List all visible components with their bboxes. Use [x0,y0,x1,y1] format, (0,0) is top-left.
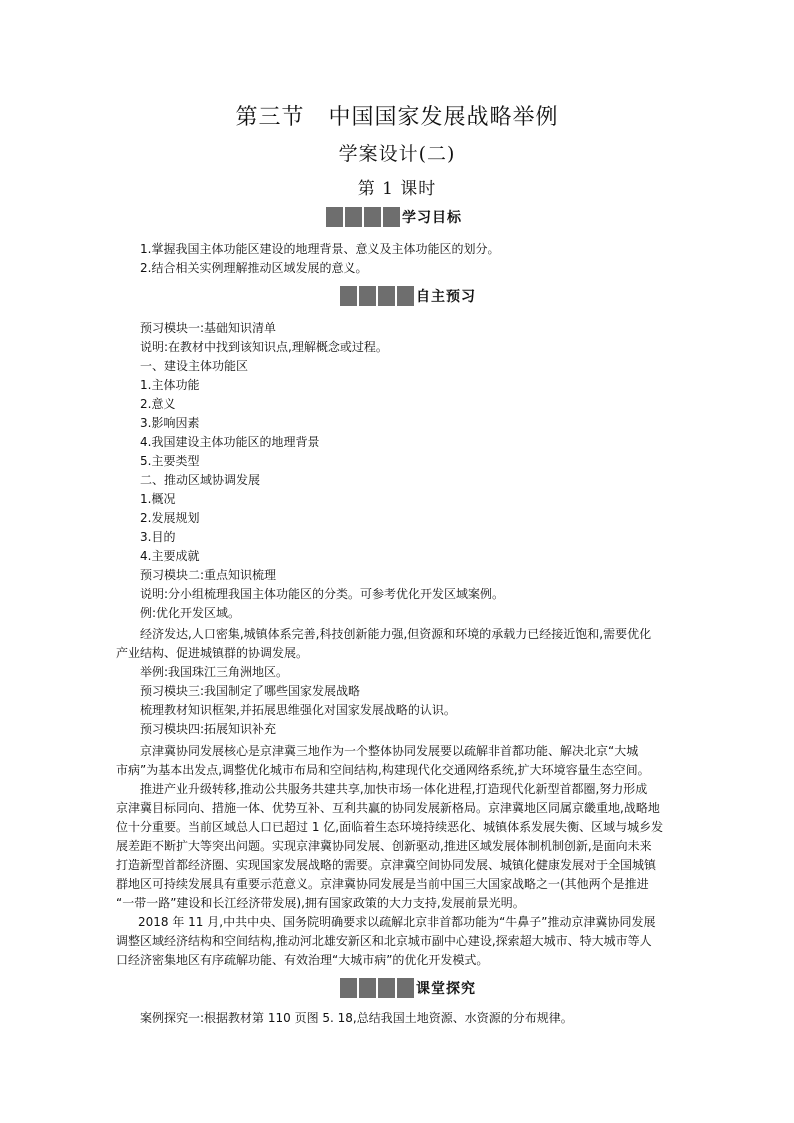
paragraph-line: 2018 年 11 月,中共中央、国务院明确要求以疏解北京非首都功能为“牛鼻子”推动京津冀协同发展 [138,915,656,929]
paragraph-line: 口经济密集地区有序疏解功能、有效治理“大城市病”的优化开发模式。 [116,953,489,967]
paragraph-line: 展差距不断扩大等突出问题。实现京津冀协同发展、创新驱动,推进区域发展体制机制创新,是面向未来 [116,839,652,853]
module-title: 预习模块二:重点知识梳理 [140,568,277,582]
module-note: 说明:在教材中找到该知识点,理解概念或过程。 [140,340,388,354]
list-item: 4.我国建设主体功能区的地理背景 [140,435,320,449]
section-heading-objectives [326,206,462,228]
module-note: 梳理教材知识框架,并拓展思维强化对国家发展战略的认识。 [140,703,456,717]
paragraph-line: 产业结构、促进城镇群的协调发展。 [116,646,309,660]
objective-item: 1.掌握我国主体功能区建设的地理背景、意义及主体功能区的划分。 [140,242,500,256]
part-title: 二、推动区域协调发展 [140,473,261,487]
paragraph-line: 京津冀协同发展核心是京津冀三地作为一个整体协同发展要以疏解非首都功能、解决北京“大城 [140,744,639,758]
paragraph-line: 京津冀目标同向、措施一体、优势互补、互利共赢的协同发展新格局。京津冀地区同属京畿重地,战略地 [116,801,660,815]
section-heading-preview [340,285,476,307]
list-item: 1.主体功能 [140,378,200,392]
heading-blocks-icon [326,207,400,227]
case-study-item: 案例探究一:根据教材第 110 页图 5. 18,总结我国土地资源、水资源的分布规律。 [140,1011,573,1025]
section-number: 第三节 [235,105,305,130]
section-label: 课堂探究 [416,981,476,997]
paragraph-line: 调整区域经济结构和空间结构,推动河北雄安新区和北京城市副中心建设,探索超大城市、特大城市等人 [116,934,652,948]
example-region: 举例:我国珠江三角洲地区。 [140,665,289,679]
module-title: 预习模块一:基础知识清单 [140,321,277,335]
paragraph-line: 市病”为基本出发点,调整优化城市布局和空间结构,构建现代化交通网络系统,扩大环境容量生态空间。 [116,763,650,777]
section-label: 自主预习 [416,289,476,305]
list-item: 5.主要类型 [140,454,200,468]
module-title: 预习模块四:拓展知识补充 [140,722,277,736]
heading-blocks-icon [340,978,414,998]
page-title [0,100,794,131]
paragraph-line: 推进产业升级转移,推动公共服务共建共享,加快市场一体化进程,打造现代化新型首都圈,努力形成 [140,782,648,796]
page-subtitle: 学案设计(二) [338,143,456,165]
list-item: 2.意义 [140,397,176,411]
list-item: 3.影响因素 [140,416,200,430]
paragraph-line: 群地区可持续发展具有重要示范意义。京津冀协同发展是当前中国三大国家战略之一(其他两个是推进 [116,877,649,891]
paragraph-line: “一带一路”建设和长江经济带发展),拥有国家政策的大力支持,发展前景光明。 [116,896,525,910]
module-note: 说明:分小组梳理我国主体功能区的分类。可参考优化开发区域案例。 [140,587,505,601]
paragraph-line: 位十分重要。当前区域总人口已超过 1 亿,面临着生态环境持续恶化、城镇体系发展失衡、区域与城乡发 [116,820,664,834]
part-title: 一、建设主体功能区 [140,359,249,373]
lesson-label: 第 1 课时 [357,179,437,199]
list-item: 3.目的 [140,530,176,544]
heading-blocks-icon [340,286,414,306]
paragraph-line: 经济发达,人口密集,城镇体系完善,科技创新能力强,但资源和环境的承载力已经接近饱和,需要优化 [140,627,652,641]
section-label: 学习目标 [402,210,462,226]
paragraph-line: 打造新型首都经济圈、实现国家发展战略的需要。京津冀空间协同发展、城镇化健康发展对于全国城镇 [116,858,657,872]
objective-item: 2.结合相关实例理解推动区域发展的意义。 [140,261,368,275]
module-title: 预习模块三:我国制定了哪些国家发展战略 [140,684,361,698]
list-item: 1.概况 [140,492,176,506]
example-label: 例:优化开发区域。 [140,606,241,620]
list-item: 4.主要成就 [140,549,200,563]
list-item: 2.发展规划 [140,511,200,525]
section-heading-explore [340,977,476,999]
title-text: 中国国家发展战略举例 [328,105,559,130]
